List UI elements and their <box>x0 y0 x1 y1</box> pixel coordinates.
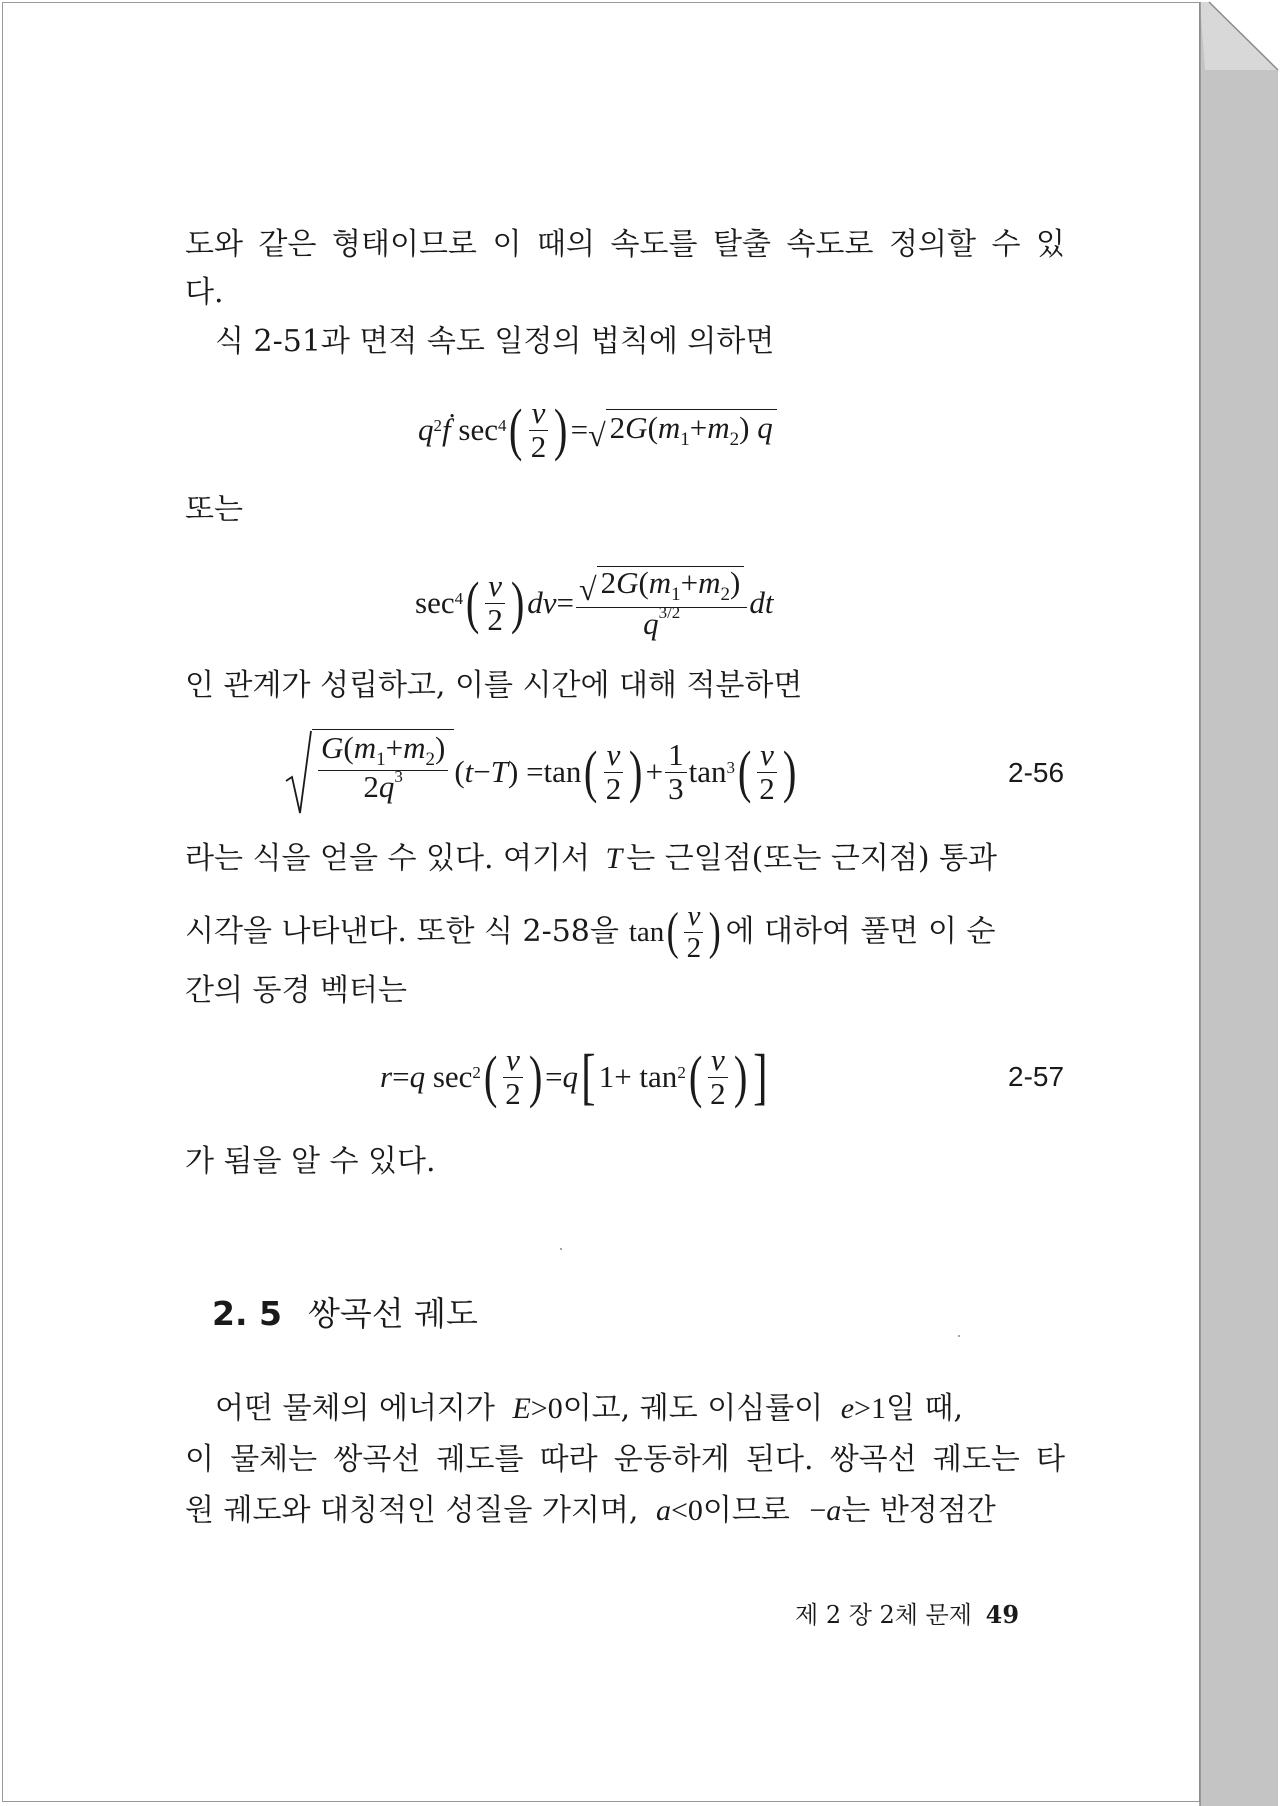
equation-number-2-56: 2-56 <box>1008 757 1065 788</box>
scan-speck <box>958 1335 960 1337</box>
scan-speck <box>560 1248 562 1250</box>
tan-half-nu: tan ( $\frac{\nu}{2}$ ) <box>628 900 721 964</box>
para-line-1-c: 일 때, <box>885 1391 963 1426</box>
page-number: 49 <box>985 1600 1020 1629</box>
equation-differential: sec 4 ( $\frac{\nu}{2}$ ) dν = √ $2G(m_1+m_2)$ $q^{3/2}$ dt <box>415 564 774 641</box>
para-line-3-a: 원 궤도와 대칭적인 성질을 가지며, <box>185 1493 639 1528</box>
para-line-1-a: 어떤 물체의 에너지가 <box>215 1391 495 1426</box>
body-line-4: 또는 <box>185 492 243 527</box>
para-line-3: 원 궤도와 대칭적인 성질을 가지며, a<0이므로 −a는 반정점간 <box>185 1493 996 1528</box>
para-line-1-b: 이고, 궤도 이심률이 <box>562 1391 824 1426</box>
body-line-6: 라는 식을 얻을 수 있다. 여기서 T 는 근일점(또는 근지점) 통과 <box>185 841 998 876</box>
section-number: 2. 5 <box>212 1294 282 1333</box>
body-line-8: 간의 동경 벡터는 <box>185 973 407 1008</box>
para-line-2: 이 물체는 쌍곡선 궤도를 따라 운동하게 된다. 쌍곡선 궤도는 타 <box>185 1442 1065 1477</box>
para-line-3-c: 는 반정점간 <box>841 1493 996 1528</box>
body-line-5: 인 관계가 성립하고, 이를 시간에 대해 적분하면 <box>185 668 803 703</box>
section-title: 쌍곡선 궤도 <box>307 1294 478 1333</box>
body-line-1: 도와 같은 형태이므로 이 때의 속도를 탈출 속도로 정의할 수 있 <box>185 227 1065 262</box>
equation-areal-velocity: q 2 ḟ sec 4 ( $\frac{\nu}{2}$ ) = √ $2G(m_1+m_2)$ q <box>418 392 777 468</box>
footer-chapter: 제 2 장 2체 문제 <box>795 1601 972 1629</box>
page-footer <box>795 1595 1019 1630</box>
body-line-2: 다. <box>185 275 224 310</box>
body-line-7 <box>185 902 995 962</box>
body-line-9: 가 됨을 알 수 있다. <box>185 1144 436 1179</box>
equation-2-57: r = q sec 2 ( $\frac{\nu}{2}$ ) = q [ 1+ tan 2 ( $\frac{\nu}{2}$ ) ] <box>380 1041 768 1111</box>
para-line-1: 어떤 물체의 에너지가 E>0이고, 궤도 이심률이 e>1일 때, <box>215 1391 963 1426</box>
body-line-6-start: 라는 식을 얻을 수 있다. 여기서 <box>185 841 590 876</box>
para-line-3-b: 이므로 <box>702 1493 790 1528</box>
equation-2-56: $\frac{G(m_1+m_2)}{2q^3}$ ( t − T ) =tan ( $\frac{\nu}{2}$ ) + $\frac{1}{3}$ tan 3 ( $\frac{\nu}{2}$ ) <box>284 728 799 816</box>
body-line-3: 식 2-51과 면적 속도 일정의 법칙에 의하면 <box>215 324 775 359</box>
body-line-7-end: 에 대하여 풀면 이 순 <box>725 914 996 949</box>
equation-number-2-57: 2-57 <box>1008 1061 1065 1092</box>
body-line-7-start: 시각을 나타낸다. 또한 식 2-58을 <box>185 914 619 949</box>
body-line-6-end: 는 근일점(또는 근지점) 통과 <box>626 841 998 876</box>
section-heading <box>212 1288 478 1335</box>
